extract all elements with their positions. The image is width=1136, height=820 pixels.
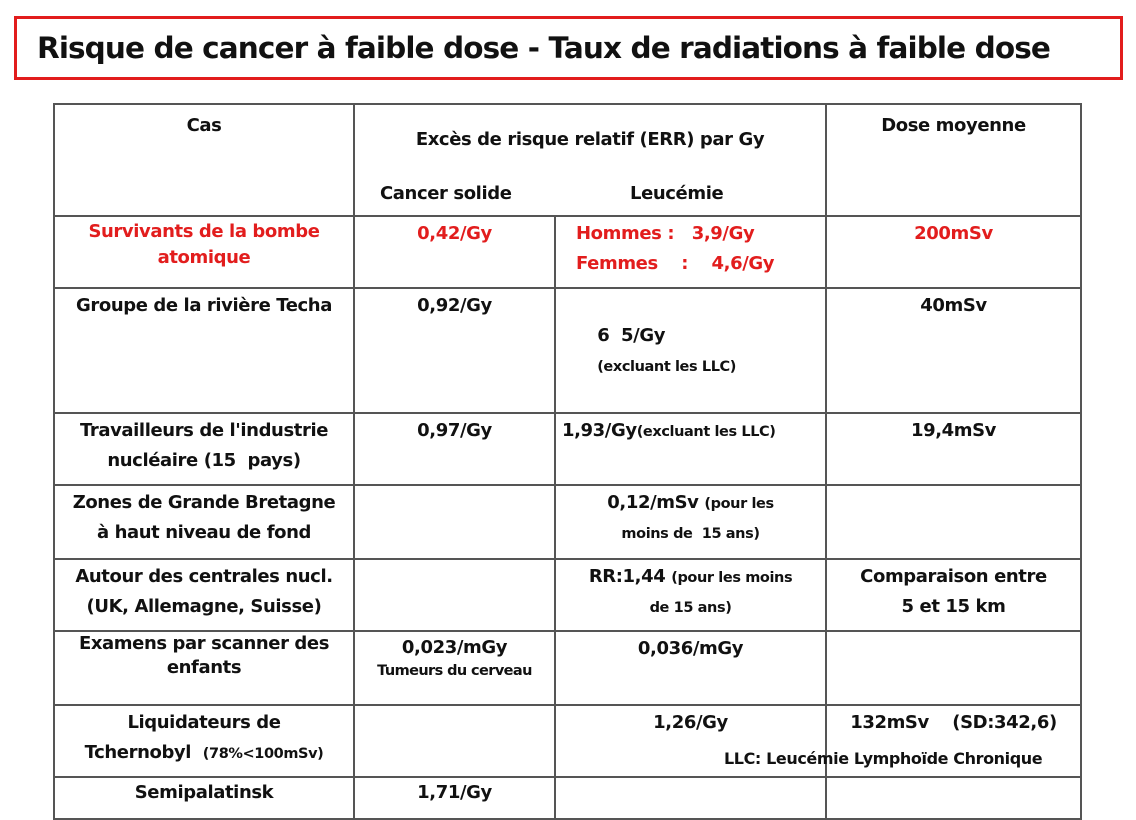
dose-value: 132mSv (SD:342,6) (850, 712, 1057, 733)
cell-solid (354, 485, 555, 559)
cell-solid (354, 216, 555, 288)
cell-leukemia (555, 216, 826, 288)
cell-solid (354, 288, 555, 413)
dose-line: 5 et 15 km (901, 596, 1006, 617)
case-line: Liquidateurs de (127, 712, 281, 733)
case-line: Groupe de la rivière Techa (76, 295, 332, 316)
cell-dose (826, 413, 1081, 485)
case-line: (UK, Allemagne, Suisse) (86, 596, 322, 617)
dose-value: 40mSv (920, 295, 987, 316)
solid-value: 0,97/Gy (417, 420, 492, 441)
cell-case (54, 559, 354, 631)
leukemia-note: (pour les moins (671, 570, 793, 586)
table-row (54, 559, 1081, 631)
cell-case (54, 485, 354, 559)
case-line: Travailleurs de l'industrie (79, 420, 329, 441)
case-line: Zones de Grande Bretagne (72, 492, 336, 513)
header-err-title: Excès de risque relatif (ERR) par Gy (415, 129, 765, 150)
header-cas: Cas (54, 104, 354, 216)
case-line: enfants (166, 657, 242, 678)
table-row (54, 288, 1081, 413)
table-header-row (54, 104, 1081, 216)
solid-value: 0,92/Gy (417, 295, 492, 316)
table-row (54, 777, 1081, 819)
cell-leukemia (555, 413, 826, 485)
cell-leukemia (555, 288, 826, 413)
cell-leukemia (555, 559, 826, 631)
cell-leukemia (555, 777, 826, 819)
leukemia-line: Femmes : 4,6/Gy (576, 253, 775, 274)
cell-solid (354, 559, 555, 631)
header-leukemia: Leucémie (630, 183, 724, 204)
cell-dose (826, 559, 1081, 631)
title-box (14, 16, 1123, 80)
cell-dose (826, 777, 1081, 819)
cell-case (54, 705, 354, 777)
case-line: à haut niveau de fond (96, 522, 312, 543)
cell-leukemia (555, 485, 826, 559)
leukemia-note: (pour les (704, 496, 774, 512)
cell-solid (354, 413, 555, 485)
cell-case (54, 288, 354, 413)
cell-solid (354, 705, 555, 777)
leukemia-note: (excluant les LLC) (597, 359, 737, 375)
leukemia-line: Hommes : 3,9/Gy (576, 223, 755, 244)
solid-note: Tumeurs du cerveau (377, 663, 532, 679)
table-row (54, 631, 1081, 705)
leukemia-note: de 15 ans) (649, 600, 732, 616)
dose-value: 19,4mSv (910, 420, 997, 441)
cell-solid (354, 631, 555, 705)
solid-value: 0,42/Gy (417, 223, 492, 244)
case-line: nucléaire (15 pays) (107, 450, 301, 471)
cell-solid (354, 777, 555, 819)
header-err (354, 104, 826, 216)
cell-case (54, 631, 354, 705)
cell-case (54, 777, 354, 819)
case-line: Autour des centrales nucl. (75, 566, 333, 587)
leukemia-value: 1,93/Gy (562, 420, 637, 441)
header-solid: Cancer solide (380, 183, 512, 204)
case-line: Semipalatinsk (134, 782, 274, 803)
table-row (54, 413, 1081, 485)
solid-value: 1,71/Gy (417, 782, 492, 803)
cell-dose (826, 485, 1081, 559)
leukemia-value: 0,12/mSv (607, 492, 699, 513)
footnote: LLC: Leucémie Lymphoïde Chronique (724, 749, 1043, 768)
leukemia-value: 0,036/mGy (637, 638, 744, 659)
header-dose: Dose moyenne (826, 104, 1081, 216)
risk-table (53, 103, 1082, 820)
case-note: (78%<100mSv) (202, 746, 324, 762)
case-line: Survivants de la bombe (88, 221, 320, 242)
cell-dose (826, 631, 1081, 705)
leukemia-value: 6 5/Gy (597, 325, 666, 346)
page-title: Risque de cancer à faible dose - Taux de radiations à faible dose (37, 31, 1050, 65)
case-line: atomique (157, 247, 251, 268)
cell-dose (826, 288, 1081, 413)
dose-line: Comparaison entre (860, 566, 1047, 587)
case-line: Tchernobyl (84, 742, 192, 763)
solid-value: 0,023/mGy (401, 637, 508, 658)
table-row (54, 485, 1081, 559)
cell-leukemia (555, 631, 826, 705)
leukemia-note: moins de 15 ans) (621, 526, 760, 542)
leukemia-note: (excluant les LLC) (636, 424, 776, 440)
table-row (54, 216, 1081, 288)
cell-case (54, 413, 354, 485)
leukemia-value: RR:1,44 (588, 566, 666, 587)
cell-dose (826, 216, 1081, 288)
leukemia-value: 1,26/Gy (653, 712, 728, 733)
dose-value: 200mSv (914, 223, 993, 244)
case-line: Examens par scanner des (78, 633, 330, 654)
cell-case (54, 216, 354, 288)
